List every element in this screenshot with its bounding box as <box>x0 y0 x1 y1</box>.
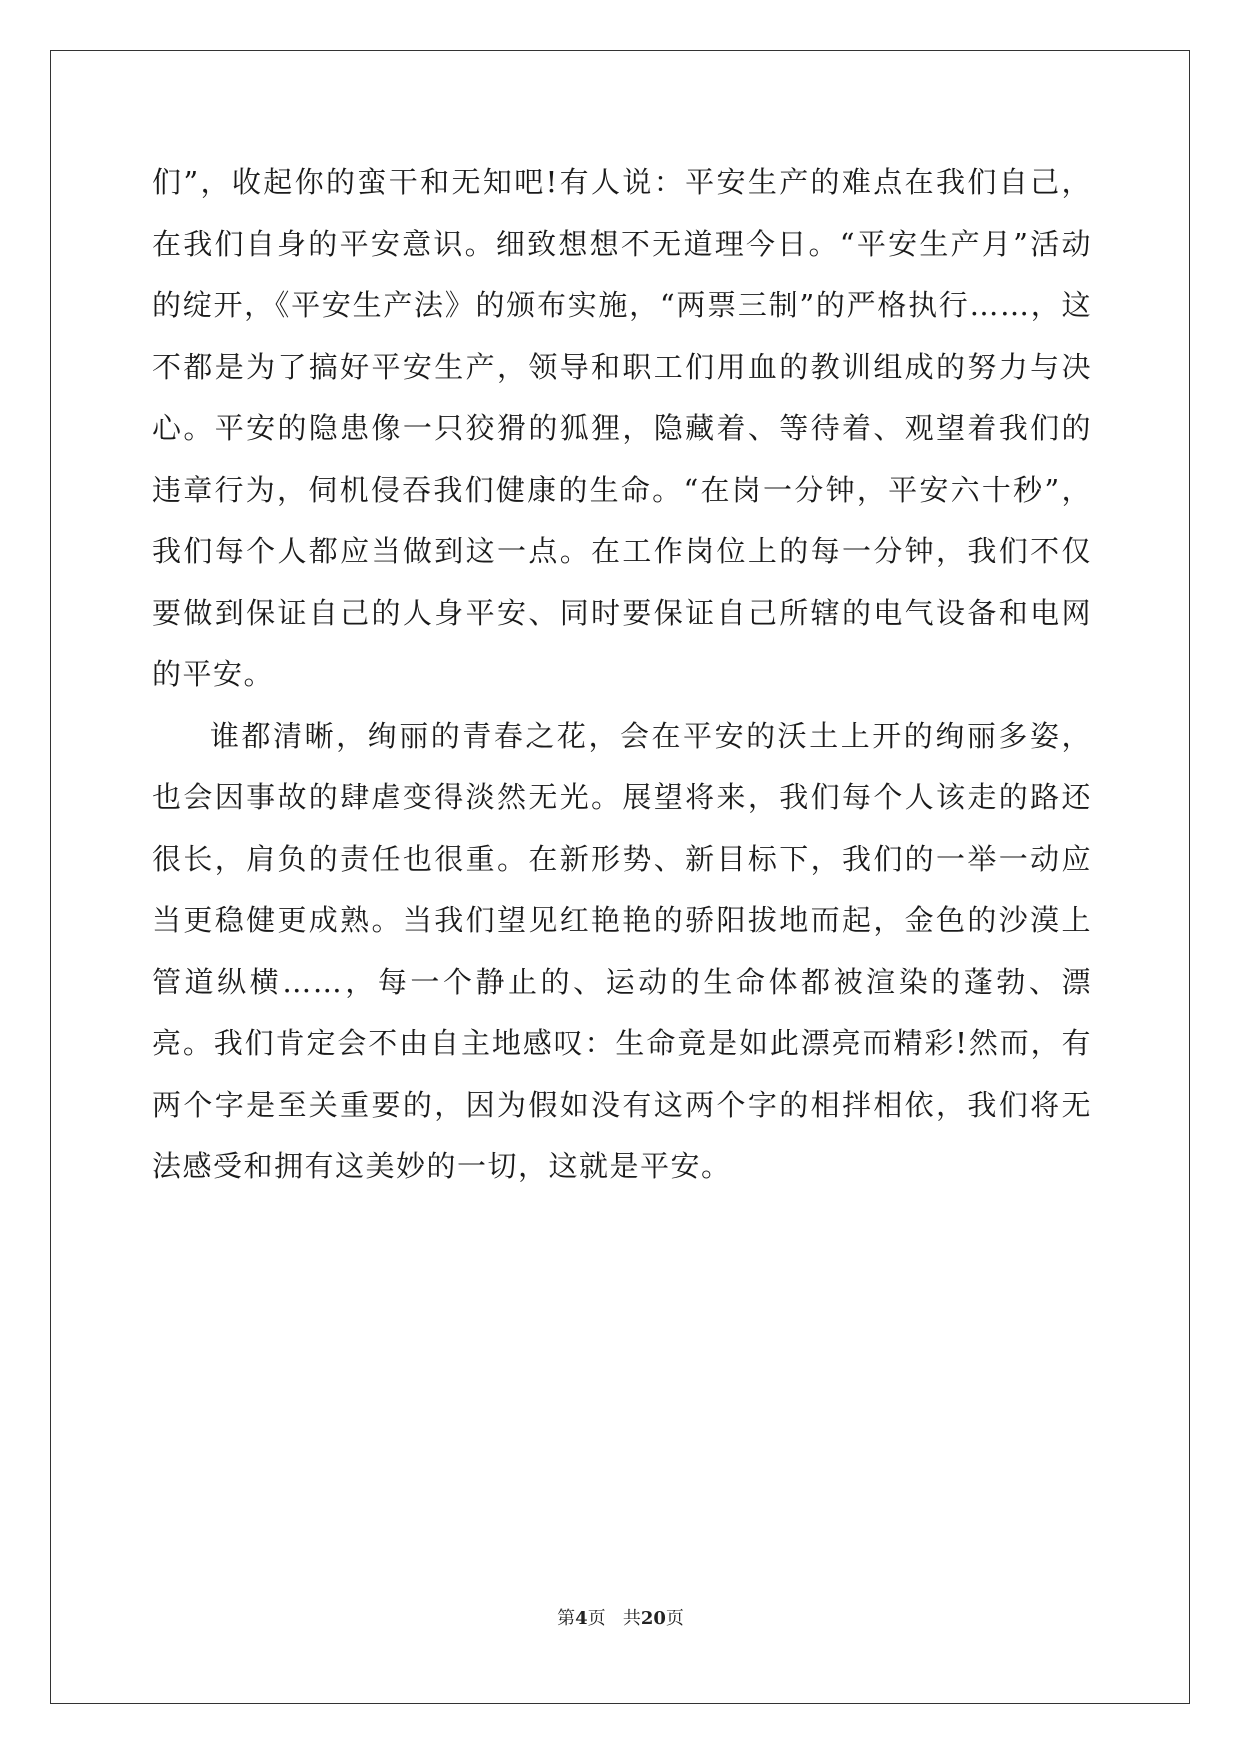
document-body <box>152 152 1092 1198</box>
paragraph-2: 谁都清晰，绚丽的青春之花，会在平安的沃土上开的绚丽多姿，也会因事故的肆虐变得淡然无光。展望将来，我们每个人该走的路还很长，肩负的责任也很重。在新形势、新目标下，我们的一举一动应当更稳健更成熟。当我们望见红艳艳的骄阳拔地而起，金色的沙漠上管道纵横……，每一个静止的、运动的生命体都被渲染的蓬勃、漂亮。我们肯定会不由自主地感叹：生命竟是如此漂亮而精彩!然而，有两个字是至关重要的，因为假如没有这两个字的相拌相依，我们将无法感受和拥有这美妙的一切，这就是平安。 <box>152 718 1092 1183</box>
page-number-footer <box>0 1604 1241 1630</box>
paragraph-1: 们”，收起你的蛮干和无知吧!有人说：平安生产的难点在我们自己，在我们自身的平安意识。细致想想不无道理今日。“平安生产月”活动的绽开，《平安生产法》的颁布实施，“两票三制”的严格执行……，这不都是为了搞好平安生产，领导和职工们用血的教训组成的努力与决心。平安的隐患像一只狡猾的狐狸，隐藏着、等待着、观望着我们的违章行为，伺机侵吞我们健康的生命。“在岗一分钟，平安六十秒”，我们每个人都应当做到这一点。在工作岗位上的每一分钟，我们不仅要做到保证自己的人身平安、同时要保证自己所辖的电气设备和电网的平安。 <box>152 165 1092 691</box>
footer-total-suffix: 页 <box>665 1608 684 1629</box>
footer-page-number: 4 <box>575 1608 588 1629</box>
footer-prefix: 第 <box>557 1608 576 1629</box>
footer-page-suffix: 页 <box>587 1608 606 1629</box>
footer-total-pages: 20 <box>640 1608 666 1629</box>
footer-total-prefix: 共 <box>622 1608 641 1629</box>
